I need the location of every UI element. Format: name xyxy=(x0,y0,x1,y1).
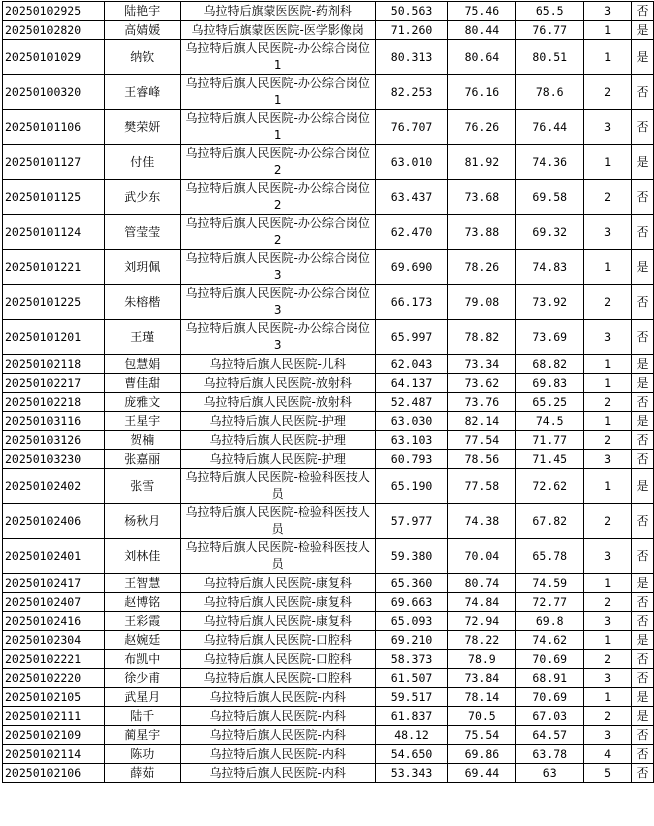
table-row xyxy=(3,320,654,355)
candidate-id-cell: 20250102417 xyxy=(3,574,105,593)
interview-score-cell: 75.46 xyxy=(448,2,516,21)
candidate-id-cell: 20250103126 xyxy=(3,431,105,450)
written-score-cell: 59.517 xyxy=(375,688,448,707)
candidate-id-cell: 20250101125 xyxy=(3,180,105,215)
interview-score-cell: 78.9 xyxy=(448,650,516,669)
written-score-cell: 62.043 xyxy=(375,355,448,374)
rank-cell: 1 xyxy=(584,250,632,285)
total-score-cell: 71.45 xyxy=(516,450,584,469)
position-cell: 乌拉特后旗人民医院-办公综合岗位2 xyxy=(180,180,375,215)
rank-cell: 1 xyxy=(584,574,632,593)
candidate-name-cell: 刘林佳 xyxy=(104,539,180,574)
enter-status-cell: 否 xyxy=(631,726,653,745)
rank-cell: 3 xyxy=(584,669,632,688)
position-cell: 乌拉特后旗人民医院-康复科 xyxy=(180,574,375,593)
candidate-id-cell: 20250102109 xyxy=(3,726,105,745)
written-score-cell: 65.093 xyxy=(375,612,448,631)
enter-status-cell: 是 xyxy=(631,40,653,75)
table-row xyxy=(3,285,654,320)
total-score-cell: 63.78 xyxy=(516,745,584,764)
table-row xyxy=(3,355,654,374)
enter-status-cell: 否 xyxy=(631,669,653,688)
position-cell: 乌拉特后旗人民医院-口腔科 xyxy=(180,631,375,650)
total-score-cell: 78.6 xyxy=(516,75,584,110)
position-cell: 乌拉特后旗人民医院-办公综合岗位1 xyxy=(180,75,375,110)
total-score-cell: 63 xyxy=(516,764,584,783)
table-row xyxy=(3,669,654,688)
candidate-id-cell: 20250101221 xyxy=(3,250,105,285)
rank-cell: 3 xyxy=(584,450,632,469)
candidate-name-cell: 贺楠 xyxy=(104,431,180,450)
written-score-cell: 62.470 xyxy=(375,215,448,250)
enter-status-cell: 否 xyxy=(631,593,653,612)
rank-cell: 1 xyxy=(584,469,632,504)
candidate-id-cell: 20250102218 xyxy=(3,393,105,412)
enter-status-cell: 否 xyxy=(631,285,653,320)
candidate-name-cell: 陈功 xyxy=(104,745,180,764)
enter-status-cell: 否 xyxy=(631,450,653,469)
enter-status-cell: 是 xyxy=(631,574,653,593)
total-score-cell: 74.36 xyxy=(516,145,584,180)
table-row xyxy=(3,374,654,393)
candidate-name-cell: 樊荣妍 xyxy=(104,110,180,145)
table-body xyxy=(3,2,654,783)
interview-score-cell: 78.26 xyxy=(448,250,516,285)
position-cell: 乌拉特后旗人民医院-儿科 xyxy=(180,355,375,374)
enter-status-cell: 否 xyxy=(631,612,653,631)
rank-cell: 1 xyxy=(584,374,632,393)
table-row xyxy=(3,726,654,745)
table-row xyxy=(3,688,654,707)
candidate-name-cell: 杨秋月 xyxy=(104,504,180,539)
interview-score-cell: 79.08 xyxy=(448,285,516,320)
rank-cell: 2 xyxy=(584,504,632,539)
enter-status-cell: 否 xyxy=(631,764,653,783)
candidate-name-cell: 武星月 xyxy=(104,688,180,707)
total-score-cell: 67.82 xyxy=(516,504,584,539)
written-score-cell: 82.253 xyxy=(375,75,448,110)
enter-status-cell: 是 xyxy=(631,145,653,180)
table-row xyxy=(3,145,654,180)
table-row xyxy=(3,745,654,764)
enter-status-cell: 否 xyxy=(631,2,653,21)
position-cell: 乌拉特后旗蒙医医院-药剂科 xyxy=(180,2,375,21)
candidate-id-cell: 20250101124 xyxy=(3,215,105,250)
candidate-name-cell: 蔺星宇 xyxy=(104,726,180,745)
total-score-cell: 72.77 xyxy=(516,593,584,612)
written-score-cell: 64.137 xyxy=(375,374,448,393)
candidate-id-cell: 20250102217 xyxy=(3,374,105,393)
candidate-name-cell: 王瑾 xyxy=(104,320,180,355)
enter-status-cell: 否 xyxy=(631,180,653,215)
rank-cell: 2 xyxy=(584,285,632,320)
enter-status-cell: 否 xyxy=(631,215,653,250)
position-cell: 乌拉特后旗人民医院-护理 xyxy=(180,412,375,431)
rank-cell: 2 xyxy=(584,75,632,110)
candidate-name-cell: 徐少甫 xyxy=(104,669,180,688)
rank-cell: 4 xyxy=(584,745,632,764)
written-score-cell: 58.373 xyxy=(375,650,448,669)
interview-score-cell: 69.86 xyxy=(448,745,516,764)
position-cell: 乌拉特后旗人民医院-康复科 xyxy=(180,593,375,612)
table-row xyxy=(3,180,654,215)
written-score-cell: 76.707 xyxy=(375,110,448,145)
table-row xyxy=(3,21,654,40)
interview-score-cell: 72.94 xyxy=(448,612,516,631)
written-score-cell: 63.103 xyxy=(375,431,448,450)
table-row xyxy=(3,631,654,650)
written-score-cell: 65.997 xyxy=(375,320,448,355)
position-cell: 乌拉特后旗人民医院-办公综合岗位3 xyxy=(180,320,375,355)
rank-cell: 2 xyxy=(584,431,632,450)
position-cell: 乌拉特后旗人民医院-放射科 xyxy=(180,374,375,393)
position-cell: 乌拉特后旗人民医院-护理 xyxy=(180,450,375,469)
candidate-id-cell: 20250102111 xyxy=(3,707,105,726)
candidate-id-cell: 20250102407 xyxy=(3,593,105,612)
position-cell: 乌拉特后旗人民医院-办公综合岗位2 xyxy=(180,145,375,180)
candidate-name-cell: 薛茹 xyxy=(104,764,180,783)
interview-score-cell: 70.04 xyxy=(448,539,516,574)
total-score-cell: 76.44 xyxy=(516,110,584,145)
total-score-cell: 70.69 xyxy=(516,650,584,669)
candidate-name-cell: 陆千 xyxy=(104,707,180,726)
total-score-cell: 68.82 xyxy=(516,355,584,374)
candidate-id-cell: 20250102118 xyxy=(3,355,105,374)
total-score-cell: 65.78 xyxy=(516,539,584,574)
candidate-id-cell: 20250102220 xyxy=(3,669,105,688)
total-score-cell: 74.62 xyxy=(516,631,584,650)
total-score-cell: 74.59 xyxy=(516,574,584,593)
table-row xyxy=(3,469,654,504)
table-row xyxy=(3,40,654,75)
position-cell: 乌拉特后旗人民医院-检验科医技人员 xyxy=(180,539,375,574)
candidate-id-cell: 20250103116 xyxy=(3,412,105,431)
table-row xyxy=(3,650,654,669)
position-cell: 乌拉特后旗人民医院-内科 xyxy=(180,745,375,764)
interview-score-cell: 73.88 xyxy=(448,215,516,250)
results-table xyxy=(2,1,654,783)
candidate-name-cell: 布凯中 xyxy=(104,650,180,669)
position-cell: 乌拉特后旗人民医院-内科 xyxy=(180,688,375,707)
candidate-name-cell: 付佳 xyxy=(104,145,180,180)
candidate-id-cell: 20250102221 xyxy=(3,650,105,669)
written-score-cell: 80.313 xyxy=(375,40,448,75)
rank-cell: 3 xyxy=(584,110,632,145)
interview-score-cell: 73.62 xyxy=(448,374,516,393)
table-row xyxy=(3,450,654,469)
rank-cell: 3 xyxy=(584,215,632,250)
table-row xyxy=(3,612,654,631)
candidate-name-cell: 王彩霞 xyxy=(104,612,180,631)
interview-score-cell: 76.26 xyxy=(448,110,516,145)
position-cell: 乌拉特后旗人民医院-口腔科 xyxy=(180,669,375,688)
total-score-cell: 71.77 xyxy=(516,431,584,450)
interview-score-cell: 78.56 xyxy=(448,450,516,469)
position-cell: 乌拉特后旗人民医院-检验科医技人员 xyxy=(180,504,375,539)
interview-score-cell: 78.14 xyxy=(448,688,516,707)
total-score-cell: 74.5 xyxy=(516,412,584,431)
interview-score-cell: 75.54 xyxy=(448,726,516,745)
candidate-id-cell: 20250102106 xyxy=(3,764,105,783)
written-score-cell: 54.650 xyxy=(375,745,448,764)
total-score-cell: 64.57 xyxy=(516,726,584,745)
written-score-cell: 66.173 xyxy=(375,285,448,320)
total-score-cell: 68.91 xyxy=(516,669,584,688)
table-row xyxy=(3,707,654,726)
table-row xyxy=(3,574,654,593)
rank-cell: 3 xyxy=(584,539,632,574)
table-row xyxy=(3,75,654,110)
candidate-id-cell: 20250102925 xyxy=(3,2,105,21)
written-score-cell: 60.793 xyxy=(375,450,448,469)
table-row xyxy=(3,539,654,574)
candidate-id-cell: 20250101225 xyxy=(3,285,105,320)
position-cell: 乌拉特后旗人民医院-护理 xyxy=(180,431,375,450)
position-cell: 乌拉特后旗人民医院-检验科医技人员 xyxy=(180,469,375,504)
interview-score-cell: 77.58 xyxy=(448,469,516,504)
interview-score-cell: 80.64 xyxy=(448,40,516,75)
candidate-name-cell: 刘玥佩 xyxy=(104,250,180,285)
table-row xyxy=(3,764,654,783)
written-score-cell: 48.12 xyxy=(375,726,448,745)
enter-status-cell: 否 xyxy=(631,745,653,764)
candidate-name-cell: 赵婉廷 xyxy=(104,631,180,650)
enter-status-cell: 否 xyxy=(631,539,653,574)
enter-status-cell: 是 xyxy=(631,688,653,707)
candidate-id-cell: 20250102401 xyxy=(3,539,105,574)
candidate-id-cell: 20250102114 xyxy=(3,745,105,764)
rank-cell: 3 xyxy=(584,726,632,745)
rank-cell: 1 xyxy=(584,40,632,75)
rank-cell: 2 xyxy=(584,180,632,215)
position-cell: 乌拉特后旗人民医院-办公综合岗位1 xyxy=(180,40,375,75)
interview-score-cell: 82.14 xyxy=(448,412,516,431)
candidate-name-cell: 陆艳宇 xyxy=(104,2,180,21)
total-score-cell: 73.69 xyxy=(516,320,584,355)
enter-status-cell: 否 xyxy=(631,431,653,450)
enter-status-cell: 是 xyxy=(631,631,653,650)
total-score-cell: 65.25 xyxy=(516,393,584,412)
total-score-cell: 69.32 xyxy=(516,215,584,250)
total-score-cell: 76.77 xyxy=(516,21,584,40)
candidate-id-cell: 20250101029 xyxy=(3,40,105,75)
enter-status-cell: 是 xyxy=(631,412,653,431)
written-score-cell: 63.437 xyxy=(375,180,448,215)
total-score-cell: 67.03 xyxy=(516,707,584,726)
enter-status-cell: 是 xyxy=(631,707,653,726)
interview-score-cell: 69.44 xyxy=(448,764,516,783)
total-score-cell: 69.83 xyxy=(516,374,584,393)
position-cell: 乌拉特后旗人民医院-办公综合岗位3 xyxy=(180,285,375,320)
interview-score-cell: 73.68 xyxy=(448,180,516,215)
position-cell: 乌拉特后旗人民医院-内科 xyxy=(180,764,375,783)
table-row xyxy=(3,250,654,285)
candidate-name-cell: 王睿峰 xyxy=(104,75,180,110)
written-score-cell: 65.190 xyxy=(375,469,448,504)
written-score-cell: 71.260 xyxy=(375,21,448,40)
enter-status-cell: 是 xyxy=(631,374,653,393)
enter-status-cell: 否 xyxy=(631,650,653,669)
candidate-name-cell: 管莹莹 xyxy=(104,215,180,250)
position-cell: 乌拉特后旗人民医院-内科 xyxy=(180,726,375,745)
written-score-cell: 63.010 xyxy=(375,145,448,180)
candidate-id-cell: 20250103230 xyxy=(3,450,105,469)
total-score-cell: 72.62 xyxy=(516,469,584,504)
written-score-cell: 69.663 xyxy=(375,593,448,612)
interview-score-cell: 73.76 xyxy=(448,393,516,412)
table-row xyxy=(3,110,654,145)
interview-score-cell: 74.38 xyxy=(448,504,516,539)
written-score-cell: 65.360 xyxy=(375,574,448,593)
candidate-id-cell: 20250102406 xyxy=(3,504,105,539)
interview-score-cell: 74.84 xyxy=(448,593,516,612)
position-cell: 乌拉特后旗蒙医医院-医学影像岗 xyxy=(180,21,375,40)
written-score-cell: 61.837 xyxy=(375,707,448,726)
written-score-cell: 52.487 xyxy=(375,393,448,412)
rank-cell: 2 xyxy=(584,393,632,412)
rank-cell: 3 xyxy=(584,320,632,355)
position-cell: 乌拉特后旗人民医院-内科 xyxy=(180,707,375,726)
written-score-cell: 69.210 xyxy=(375,631,448,650)
interview-score-cell: 78.22 xyxy=(448,631,516,650)
candidate-id-cell: 20250102105 xyxy=(3,688,105,707)
table-row xyxy=(3,215,654,250)
interview-score-cell: 73.34 xyxy=(448,355,516,374)
candidate-name-cell: 王智慧 xyxy=(104,574,180,593)
enter-status-cell: 否 xyxy=(631,320,653,355)
position-cell: 乌拉特后旗人民医院-办公综合岗位1 xyxy=(180,110,375,145)
rank-cell: 3 xyxy=(584,612,632,631)
candidate-id-cell: 20250100320 xyxy=(3,75,105,110)
position-cell: 乌拉特后旗人民医院-放射科 xyxy=(180,393,375,412)
table-row xyxy=(3,412,654,431)
enter-status-cell: 否 xyxy=(631,75,653,110)
candidate-id-cell: 20250101201 xyxy=(3,320,105,355)
candidate-name-cell: 包慧娟 xyxy=(104,355,180,374)
enter-status-cell: 否 xyxy=(631,110,653,145)
rank-cell: 2 xyxy=(584,707,632,726)
total-score-cell: 73.92 xyxy=(516,285,584,320)
table-row xyxy=(3,593,654,612)
enter-status-cell: 否 xyxy=(631,504,653,539)
written-score-cell: 57.977 xyxy=(375,504,448,539)
interview-score-cell: 73.84 xyxy=(448,669,516,688)
interview-score-cell: 70.5 xyxy=(448,707,516,726)
interview-score-cell: 78.82 xyxy=(448,320,516,355)
candidate-name-cell: 曹佳甜 xyxy=(104,374,180,393)
candidate-name-cell: 赵博铭 xyxy=(104,593,180,612)
candidate-name-cell: 王星宇 xyxy=(104,412,180,431)
enter-status-cell: 是 xyxy=(631,21,653,40)
total-score-cell: 69.58 xyxy=(516,180,584,215)
candidate-name-cell: 庞雅文 xyxy=(104,393,180,412)
table-row xyxy=(3,2,654,21)
candidate-name-cell: 高婧媛 xyxy=(104,21,180,40)
rank-cell: 1 xyxy=(584,21,632,40)
total-score-cell: 74.83 xyxy=(516,250,584,285)
table-row xyxy=(3,431,654,450)
rank-cell: 2 xyxy=(584,650,632,669)
table-row xyxy=(3,393,654,412)
candidate-name-cell: 武少东 xyxy=(104,180,180,215)
interview-score-cell: 81.92 xyxy=(448,145,516,180)
enter-status-cell: 是 xyxy=(631,250,653,285)
interview-score-cell: 77.54 xyxy=(448,431,516,450)
written-score-cell: 50.563 xyxy=(375,2,448,21)
candidate-name-cell: 张雪 xyxy=(104,469,180,504)
written-score-cell: 59.380 xyxy=(375,539,448,574)
total-score-cell: 69.8 xyxy=(516,612,584,631)
written-score-cell: 53.343 xyxy=(375,764,448,783)
written-score-cell: 63.030 xyxy=(375,412,448,431)
position-cell: 乌拉特后旗人民医院-办公综合岗位2 xyxy=(180,215,375,250)
position-cell: 乌拉特后旗人民医院-口腔科 xyxy=(180,650,375,669)
rank-cell: 2 xyxy=(584,593,632,612)
candidate-name-cell: 朱榕楷 xyxy=(104,285,180,320)
rank-cell: 1 xyxy=(584,355,632,374)
rank-cell: 1 xyxy=(584,145,632,180)
interview-score-cell: 76.16 xyxy=(448,75,516,110)
rank-cell: 5 xyxy=(584,764,632,783)
candidate-name-cell: 纳钦 xyxy=(104,40,180,75)
rank-cell: 1 xyxy=(584,412,632,431)
candidate-id-cell: 20250101106 xyxy=(3,110,105,145)
position-cell: 乌拉特后旗人民医院-办公综合岗位3 xyxy=(180,250,375,285)
rank-cell: 1 xyxy=(584,688,632,707)
candidate-name-cell: 张嘉丽 xyxy=(104,450,180,469)
candidate-id-cell: 20250102402 xyxy=(3,469,105,504)
total-score-cell: 80.51 xyxy=(516,40,584,75)
interview-score-cell: 80.74 xyxy=(448,574,516,593)
candidate-id-cell: 20250102416 xyxy=(3,612,105,631)
enter-status-cell: 是 xyxy=(631,355,653,374)
enter-status-cell: 是 xyxy=(631,469,653,504)
candidate-id-cell: 20250102820 xyxy=(3,21,105,40)
candidate-id-cell: 20250102304 xyxy=(3,631,105,650)
rank-cell: 1 xyxy=(584,631,632,650)
table-row xyxy=(3,504,654,539)
enter-status-cell: 否 xyxy=(631,393,653,412)
interview-score-cell: 80.44 xyxy=(448,21,516,40)
position-cell: 乌拉特后旗人民医院-康复科 xyxy=(180,612,375,631)
total-score-cell: 65.5 xyxy=(516,2,584,21)
candidate-id-cell: 20250101127 xyxy=(3,145,105,180)
rank-cell: 3 xyxy=(584,2,632,21)
written-score-cell: 61.507 xyxy=(375,669,448,688)
written-score-cell: 69.690 xyxy=(375,250,448,285)
total-score-cell: 70.69 xyxy=(516,688,584,707)
